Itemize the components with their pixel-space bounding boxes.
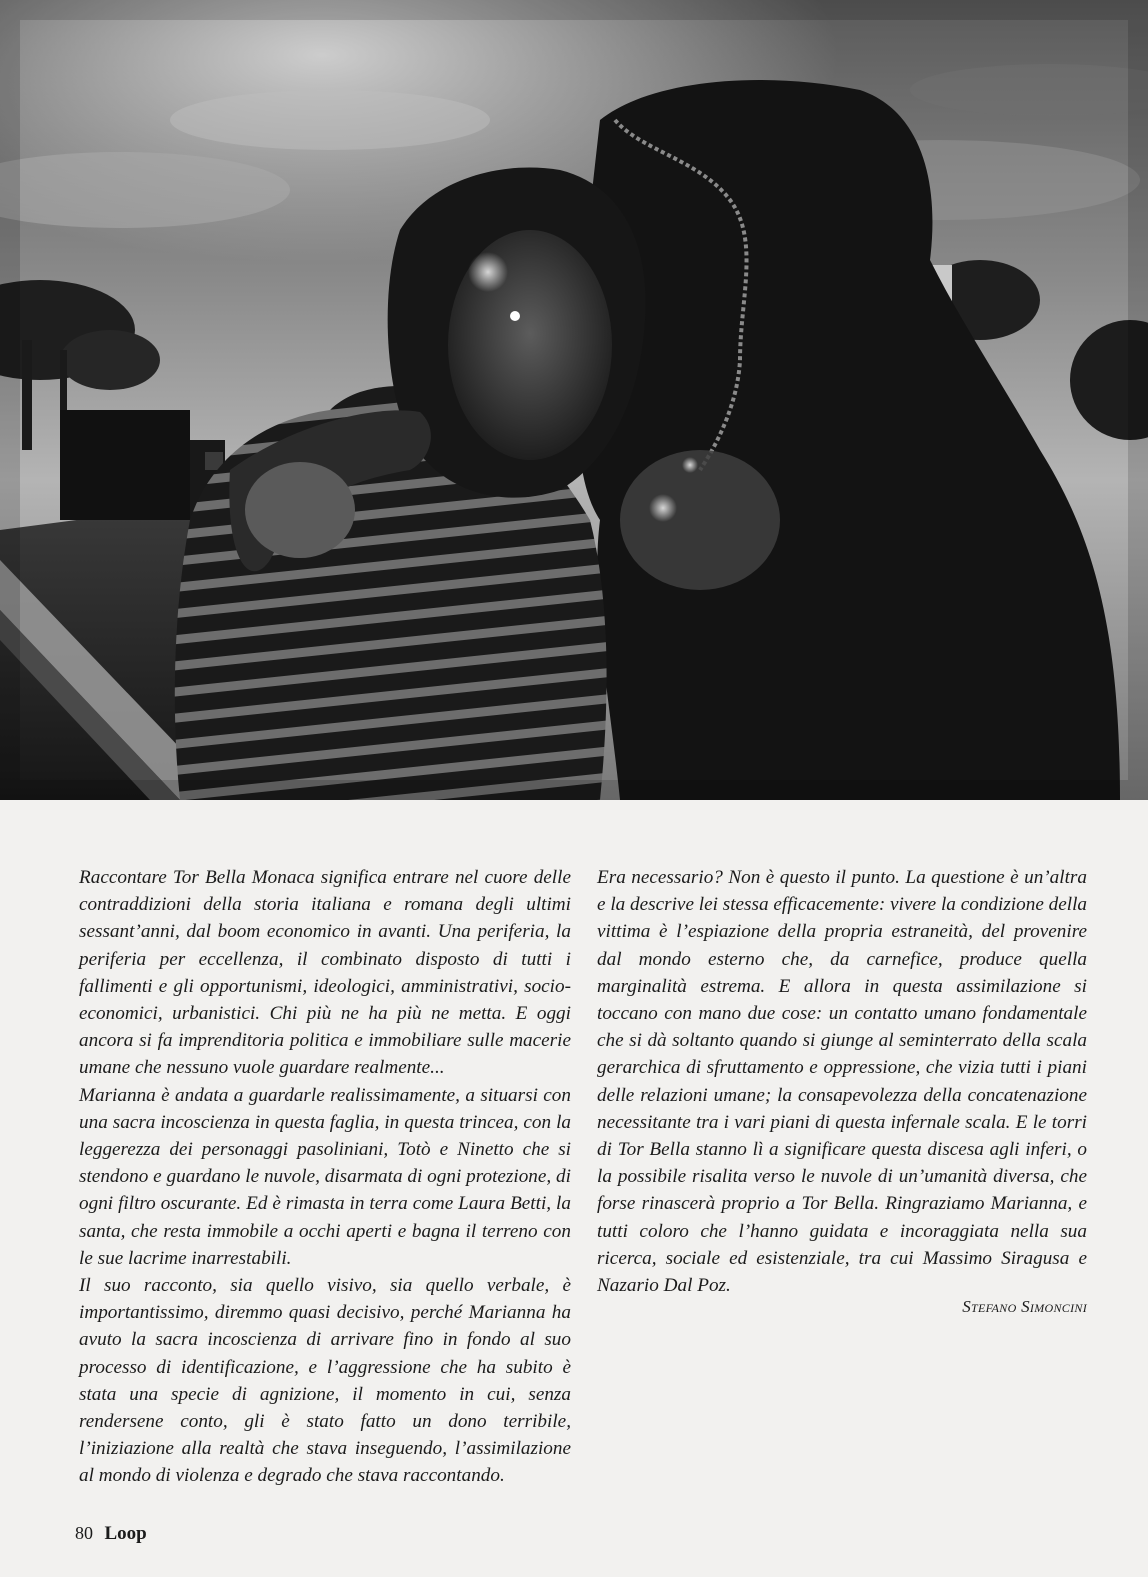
author-signature: Stefano Simoncini bbox=[962, 1297, 1087, 1316]
article-paragraph-4: Era necessario? Non è questo il punto. La questione è un’altra e la descrive lei stessa efficacemente: vivere la condizione della vittima è l’espiazione della propria estraneità, del provenire dal mondo esterno che, da carnefice, produce quella marginalità estrema. E allora in questa assimilazione si toccano con mano due cose: un contatto umano fondamentale che si dà soltanto quando si giunge al seminterrato della scala gerarchica di sfruttamento e oppressione, che vizia tutti i piani delle relazioni umane; la consapevolezza della concatenazione necessitante tra i vari piani di questa infernale scala. E le torri di Tor Bella stanno lì a significare questa discesa agli inferi, o la possibile risalita verso le nuvole di un’umanità diversa, che forse rinascerà proprio a Tor Bella. Ringraziamo Marianna, e tutti coloro che l’hanno guidata e incoraggiata nella sua ricerca, sociale ed esistenziale, tra cui Massimo Siragusa e Nazario Dal Poz. bbox=[597, 867, 1087, 1297]
article-paragraph-2: Marianna è andata a guardarle realissimamente, a situarsi con una sacra incoscienza in questa faglia, in questa trincea, con la leggerezza dei personaggi pasoliniani, Totò e Ninetto che si stendono e guardano le nuvole, disarmata di ogni protezione, di ogni filtro oscurante. Ed è rimasta in terra come Laura Betti, la santa, che resta immobile a occhi aperti e bagna il terreno con le sue lacrime inarrestabili. bbox=[79, 1084, 571, 1269]
lens-flare bbox=[468, 252, 508, 292]
page-number: 80 bbox=[75, 1523, 93, 1543]
page-footer bbox=[75, 1523, 147, 1545]
article-left-column bbox=[79, 864, 571, 1490]
hand bbox=[245, 462, 355, 558]
article-paragraph-3: Il suo racconto, sia quello visivo, sia quello verbale, è importantissimo, diremmo quasi decisivo, perché Marianna ha avuto la sacra incoscienza di arrivare fino in fondo al suo processo di identificazione, e l’aggressione che ha subito è stata una specie di agnizione, il momento in cui, senza rendersene conto, gli è stato fatto un dono terribile, l’iniziazione alla realtà che stava inseguendo, l’assimilazione al mondo di violenza e degrado che stava raccontando. bbox=[79, 1275, 571, 1487]
article-paragraph-1: Raccontare Tor Bella Monaca significa entrare nel cuore delle contraddizioni della storia italiana e romana degli ultimi sessant’anni, dal boom economico in avanti. Una periferia, la periferia per eccellenza, il combinato disposto di tutti i fallimenti e gli opportunismi, ideologici, amministrativi, socio-economici, urbanistici. Chi più ne ha più ne metta. E oggi ancora si fa imprenditoria politica e immobiliare sulle macerie umane che nessuno vuole guardare realmente... bbox=[79, 867, 571, 1079]
magazine-name: Loop bbox=[104, 1523, 147, 1544]
article-right-column bbox=[597, 864, 1087, 1299]
